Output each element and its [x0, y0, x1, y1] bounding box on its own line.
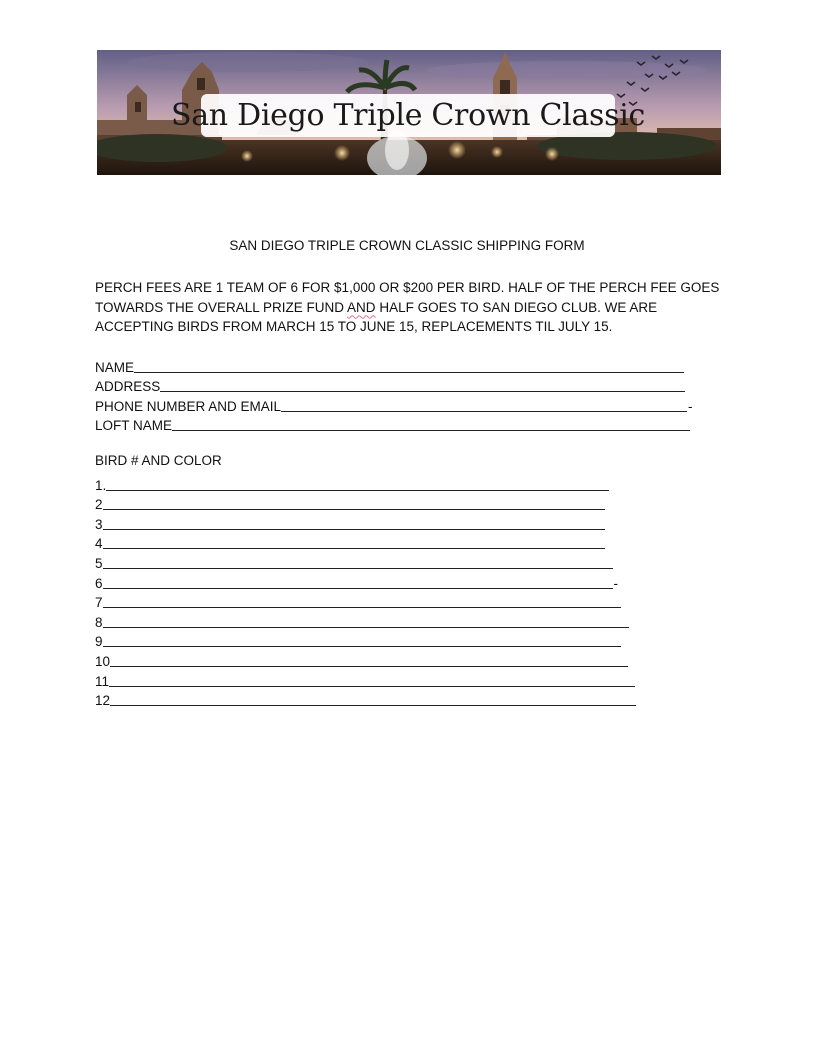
bird-number: 12 [95, 693, 111, 709]
bird-number: 10 [95, 653, 111, 669]
bird-blank[interactable] [103, 574, 613, 589]
field-label: NAME [95, 359, 135, 375]
bird-blank[interactable] [103, 613, 629, 628]
birds-heading: BIRD # AND COLOR [95, 453, 222, 468]
form-title: SAN DIEGO TRIPLE CROWN CLASSIC SHIPPING FORM [229, 238, 585, 253]
field-label: ADDRESS [95, 379, 161, 395]
bird-row[interactable] [95, 630, 735, 650]
paragraph-line-1: PERCH FEES ARE 1 TEAM OF 6 FOR $1,000 OR $200 PER BIRD. HALF OF THE PERCH FEE GOES [95, 280, 720, 295]
field-name[interactable] [95, 355, 735, 375]
paragraph-line-2-end: HALF GOES TO SAN DIEGO CLUB. WE ARE [375, 299, 658, 315]
bird-row[interactable] [95, 591, 735, 611]
bird-number: 5 [95, 555, 103, 571]
bird-blank[interactable] [110, 691, 636, 706]
field-label: LOFT NAME [95, 418, 173, 434]
bird-row[interactable] [95, 473, 735, 493]
paragraph-line-2 [95, 298, 735, 318]
bird-blank[interactable] [109, 672, 635, 687]
spellcheck-underlined-word: AND [347, 299, 376, 315]
paragraph-line-2-start: TOWARDS THE OVERALL PRIZE FUND [95, 299, 348, 315]
bird-number: 4 [95, 536, 103, 552]
bird-trail: - [613, 575, 619, 591]
bird-number: 6 [95, 575, 103, 591]
field-blank[interactable] [160, 377, 685, 392]
bird-list [95, 473, 735, 708]
contact-fields [95, 355, 735, 433]
bird-blank[interactable] [103, 534, 605, 549]
bird-number: 3 [95, 516, 103, 532]
bird-row[interactable] [95, 551, 735, 571]
banner-title-box [170, 94, 646, 137]
bird-row[interactable] [95, 571, 735, 591]
header-banner [97, 50, 721, 175]
banner-title: San Diego Triple Crown Classic [170, 98, 646, 133]
bird-blank[interactable] [110, 652, 628, 667]
bird-number: 8 [95, 614, 103, 630]
bird-number: 9 [95, 634, 103, 650]
bird-number: 1. [95, 477, 107, 493]
field-blank[interactable] [281, 397, 687, 412]
bird-row[interactable] [95, 610, 735, 630]
fee-paragraph [95, 278, 735, 337]
bird-row[interactable] [95, 512, 735, 532]
bird-row[interactable] [95, 689, 735, 709]
field-loft-name[interactable] [95, 414, 735, 434]
bird-row[interactable] [95, 649, 735, 669]
bird-blank[interactable] [103, 515, 605, 530]
field-blank[interactable] [134, 358, 684, 373]
field-phone-email[interactable] [95, 394, 735, 414]
bird-number: 11 [95, 673, 110, 689]
field-label: PHONE NUMBER AND EMAIL [95, 398, 282, 414]
bird-row[interactable] [95, 669, 735, 689]
bird-blank[interactable] [103, 554, 613, 569]
bird-number: 2 [95, 497, 103, 513]
bird-blank[interactable] [103, 632, 621, 647]
bird-blank[interactable] [103, 495, 605, 510]
field-trail: - [688, 398, 693, 414]
bird-blank[interactable] [106, 476, 609, 491]
bird-blank[interactable] [103, 593, 621, 608]
field-address[interactable] [95, 375, 735, 395]
bird-number: 7 [95, 595, 103, 611]
bird-row[interactable] [95, 493, 735, 513]
field-blank[interactable] [172, 416, 690, 431]
paragraph-line-3: ACCEPTING BIRDS FROM MARCH 15 TO JUNE 15, REPLACEMENTS TIL JULY 15. [95, 319, 613, 335]
bird-row[interactable] [95, 532, 735, 552]
